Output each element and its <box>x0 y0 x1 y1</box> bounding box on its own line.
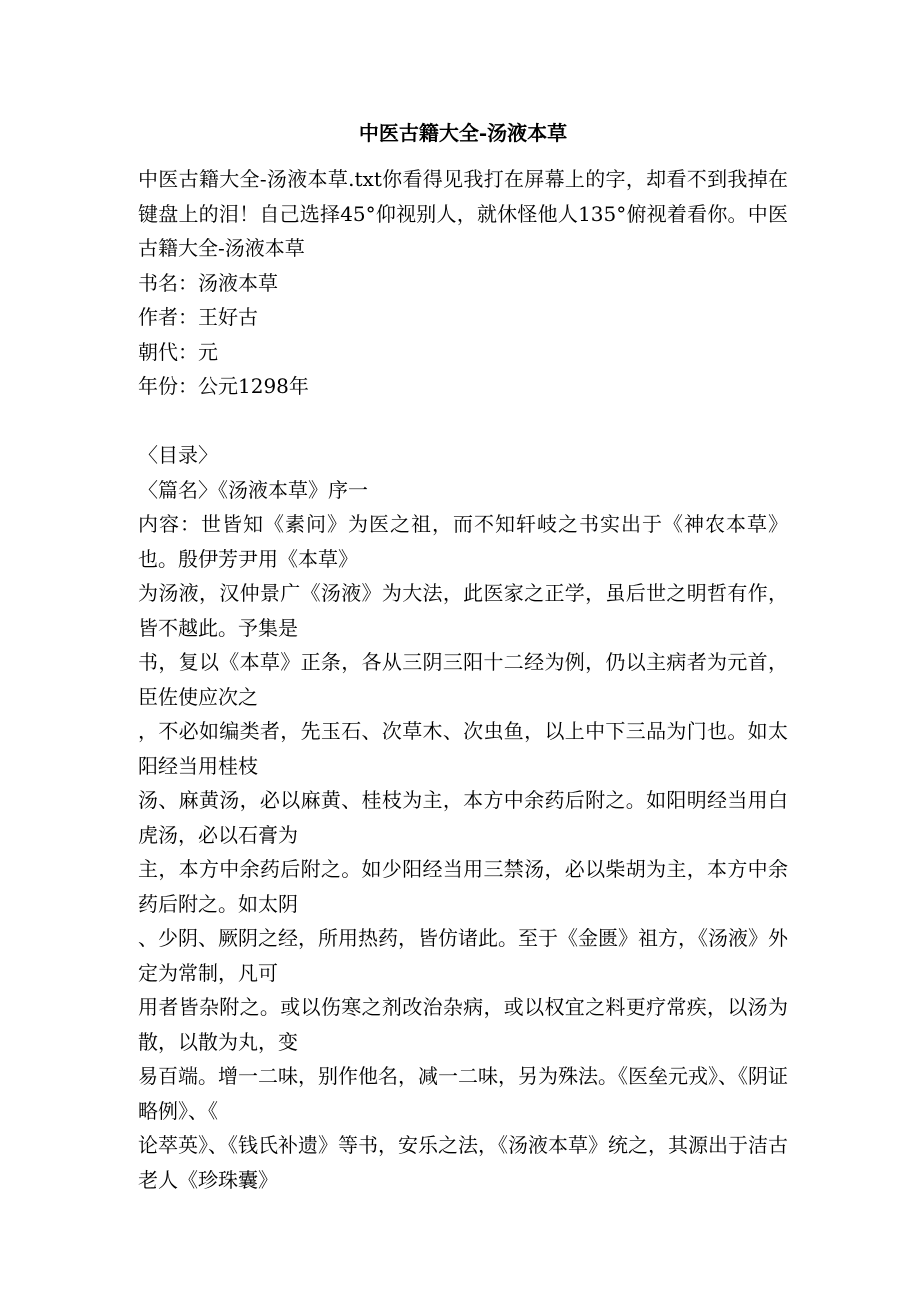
content-line: 汤、麻黄汤，必以麻黄、桂枝为主，本方中余药后附之。如阳明经当用白虎汤，必以石膏为 <box>138 788 788 847</box>
content-line: 内容：世皆知《素问》为医之祖，而不知轩岐之书实出于《神农本草》也。殷伊芳尹用《本草》 <box>138 512 788 571</box>
content-line: 为汤液，汉仲景广《汤液》为大法，此医家之正学，虽后世之明哲有作，皆不越此。予集是 <box>138 581 788 640</box>
intro-paragraph: 中医古籍大全-汤液本草.txt你看得见我打在屏幕上的字，却看不到我掉在键盘上的泪！自己选择45°仰视别人，就休怪他人135°俯视着看你。中医古籍大全-汤液本草 <box>138 167 788 260</box>
content-line: 、少阴、厥阴之经，所用热药，皆仿诸此。至于《金匮》祖方，《汤液》外定为常制，凡可 <box>138 926 788 985</box>
content-line: 用者皆杂附之。或以伤寒之剂改治杂病，或以权宜之料更疗常疾，以汤为散，以散为丸，变 <box>138 995 788 1054</box>
toc-label: 〈目录〉 <box>138 443 218 467</box>
content-line: 易百端。增一二味，别作他名，减一二味，另为殊法。《医垒元戎》、《阴证略例》、《 <box>138 1064 788 1123</box>
blank-line <box>138 404 788 439</box>
content-line: 论萃英》、《钱氏补遗》等书，安乐之法，《汤液本草》统之，其源出于洁古老人《珍珠囊》 <box>138 1133 788 1192</box>
content-line: 书，复以《本草》正条，各从三阴三阳十二经为例，仍以主病者为元首，臣佐使应次之 <box>138 650 788 709</box>
author-line: 作者：王好古 <box>138 305 258 329</box>
content-line: 主，本方中余药后附之。如少阳经当用三禁汤，必以柴胡为主，本方中余药后附之。如太阴 <box>138 857 788 916</box>
document-title: 中医古籍大全-汤液本草 <box>358 121 568 145</box>
document-body <box>138 162 788 1197</box>
book-name-line: 书名：汤液本草 <box>138 270 278 295</box>
year-line: 年份：公元1298年 <box>138 374 309 398</box>
dynasty-line: 朝代：元 <box>138 339 218 364</box>
content-line: ，不必如编类者，先玉石、次草木、次虫鱼，以上中下三品为门也。如太阳经当用桂枝 <box>138 719 788 778</box>
chapter-label: 〈篇名〉《汤液本草》序一 <box>138 477 368 502</box>
